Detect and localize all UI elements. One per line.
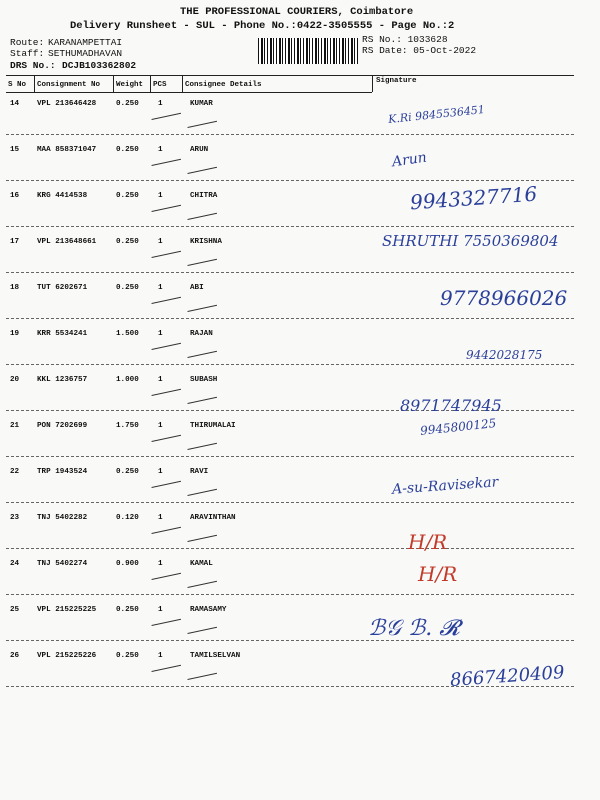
row-separator: [6, 364, 574, 365]
row-consignment-no: PON 7202699: [37, 422, 88, 430]
row-consignee: SUBASH: [190, 376, 218, 384]
route-label: Route:: [10, 37, 45, 48]
row-separator: [6, 180, 574, 181]
row-pcs: 1: [158, 284, 163, 292]
row-consignment-no: TNJ 5402282: [37, 514, 88, 522]
signature-row-23: H/R: [408, 530, 448, 554]
company-title: THE PROFESSIONAL COURIERS, Coimbatore: [180, 6, 414, 18]
row-pcs: 1: [158, 330, 163, 338]
row-sno: 17: [10, 238, 20, 246]
tick-mark: [185, 109, 217, 128]
row-weight: 0.250: [116, 192, 139, 200]
row-weight: 0.250: [116, 652, 139, 660]
row-pcs: 1: [158, 238, 163, 246]
signature-row-21: 9945800125: [419, 416, 497, 438]
col-divider: [113, 75, 114, 92]
row-sno: 15: [10, 146, 20, 154]
signature-row-18: 9778966026: [440, 286, 568, 310]
row-sno: 18: [10, 284, 20, 292]
tick-mark: [185, 339, 217, 358]
tick-mark: [149, 193, 181, 212]
signature-row-26: 8667420409: [449, 662, 566, 691]
row-separator: [6, 134, 574, 135]
row-weight: 1.500: [116, 330, 139, 338]
row-consignee: RAJAN: [190, 330, 213, 338]
row-separator: [6, 594, 574, 595]
tick-mark: [149, 147, 181, 166]
drs-label: DRS No.:: [10, 60, 56, 71]
tick-mark: [185, 247, 217, 266]
tick-mark: [149, 239, 181, 258]
table-top-rule: [6, 75, 574, 76]
signature-scribble: ℬ𝒢 ℬ. 𝓡: [368, 616, 460, 641]
tick-mark: [149, 561, 181, 580]
tick-mark: [149, 101, 181, 120]
row-weight: 0.250: [116, 606, 139, 614]
row-consignment-no: KRR 5534241: [37, 330, 88, 338]
tick-mark: [149, 331, 181, 350]
row-pcs: 1: [158, 146, 163, 154]
row-sno: 21: [10, 422, 20, 430]
tick-mark: [185, 385, 217, 404]
row-separator: [6, 456, 574, 457]
row-consignment-no: TNJ 5402274: [37, 560, 88, 568]
row-separator: [6, 548, 574, 549]
signature-row-19: 9442028175: [466, 348, 543, 362]
row-consignee: KRISHNA: [190, 238, 222, 246]
row-consignment-no: VPL 213646428: [37, 100, 97, 108]
tick-mark: [185, 477, 217, 496]
signature-row-17: SHRUTHI 7550369804: [382, 232, 559, 250]
tick-mark: [149, 423, 181, 442]
row-pcs: 1: [158, 514, 163, 522]
signature-row-16: 9943327716: [409, 181, 538, 215]
tick-mark: [149, 469, 181, 488]
signature-row-14: K.Ri 9845536451: [387, 102, 486, 127]
row-sno: 19: [10, 330, 20, 338]
row-consignee: RAMASAMY: [190, 606, 227, 614]
tick-mark: [185, 431, 217, 450]
row-pcs: 1: [158, 422, 163, 430]
row-separator: [6, 502, 574, 503]
tick-mark: [185, 523, 217, 542]
tick-mark: [149, 653, 181, 672]
col-header-weight: Weight: [116, 81, 144, 89]
row-consignee: ABI: [190, 284, 204, 292]
rs-number: RS No.: 1033628: [362, 34, 448, 45]
row-consignee: TAMILSELVAN: [190, 652, 241, 660]
row-consignment-no: MAA 858371047: [37, 146, 97, 154]
row-consignment-no: VPL 215225226: [37, 652, 97, 660]
row-sno: 25: [10, 606, 20, 614]
col-header-signature: Signature: [376, 77, 417, 85]
row-pcs: 1: [158, 606, 163, 614]
row-consignment-no: KRG 4414538: [37, 192, 88, 200]
col-header-pcs: PCS: [153, 81, 167, 89]
row-sno: 20: [10, 376, 20, 384]
row-weight: 0.250: [116, 100, 139, 108]
col-divider: [372, 75, 373, 92]
table-header-rule: [6, 92, 372, 93]
signature-row-22: A-su-Ravisekar: [391, 474, 499, 498]
row-pcs: 1: [158, 560, 163, 568]
row-weight: 0.250: [116, 238, 139, 246]
col-divider: [34, 75, 35, 92]
col-header-sno: S No: [8, 81, 27, 89]
row-pcs: 1: [158, 100, 163, 108]
tick-mark: [149, 285, 181, 304]
row-consignment-no: VPL 215225225: [37, 606, 97, 614]
row-consignee: KAMAL: [190, 560, 213, 568]
row-consignment-no: TUT 6202671: [37, 284, 88, 292]
signature-row-20: 8971747945: [400, 396, 502, 415]
row-sno: 24: [10, 560, 20, 568]
row-separator: [6, 226, 574, 227]
row-consignment-no: KKL 1236757: [37, 376, 88, 384]
tick-mark: [149, 377, 181, 396]
row-sno: 22: [10, 468, 20, 476]
row-weight: 0.250: [116, 146, 139, 154]
row-consignee: ARAVINTHAN: [190, 514, 236, 522]
tick-mark: [185, 569, 217, 588]
row-consignment-no: VPL 213648661: [37, 238, 97, 246]
row-pcs: 1: [158, 376, 163, 384]
row-sno: 26: [10, 652, 20, 660]
row-consignee: RAVI: [190, 468, 209, 476]
row-pcs: 1: [158, 468, 163, 476]
tick-mark: [149, 607, 181, 626]
col-divider: [182, 75, 183, 92]
row-weight: 1.750: [116, 422, 139, 430]
row-sno: 16: [10, 192, 20, 200]
tick-mark: [185, 293, 217, 312]
runsheet-title: Delivery Runsheet - SUL - Phone No.:0422-3505555 - Page No.:2: [70, 20, 455, 32]
tick-mark: [185, 155, 217, 174]
row-separator: [6, 272, 574, 273]
col-header-consignment: Consignment No: [37, 81, 101, 89]
row-consignment-no: TRP 1943524: [37, 468, 88, 476]
col-divider: [150, 75, 151, 92]
row-pcs: 1: [158, 652, 163, 660]
barcode: [258, 38, 358, 64]
row-consignee: THIRUMALAI: [190, 422, 236, 430]
signature-row-15: Arun: [391, 149, 428, 171]
signature-row-24: H/R: [418, 562, 458, 586]
row-pcs: 1: [158, 192, 163, 200]
row-consignee: CHITRA: [190, 192, 218, 200]
tick-mark: [185, 661, 217, 680]
row-sno: 14: [10, 100, 20, 108]
row-weight: 0.250: [116, 468, 139, 476]
row-weight: 1.000: [116, 376, 139, 384]
row-separator: [6, 318, 574, 319]
col-header-consignee: Consignee Details: [185, 81, 262, 89]
tick-mark: [185, 615, 217, 634]
row-sno: 23: [10, 514, 20, 522]
drs-value: DCJB103362802: [62, 60, 137, 71]
row-consignee: KUMAR: [190, 100, 213, 108]
row-consignee: ARUN: [190, 146, 209, 154]
tick-mark: [149, 515, 181, 534]
row-weight: 0.120: [116, 514, 139, 522]
row-weight: 0.250: [116, 284, 139, 292]
staff-label: Staff:: [10, 48, 45, 59]
staff-value: SETHUMADHAVAN: [48, 48, 123, 59]
route-value: KARANAMPETTAI: [48, 37, 123, 48]
tick-mark: [185, 201, 217, 220]
row-weight: 0.900: [116, 560, 139, 568]
rs-date: RS Date: 05-Oct-2022: [362, 45, 477, 56]
row-separator: [6, 640, 574, 641]
